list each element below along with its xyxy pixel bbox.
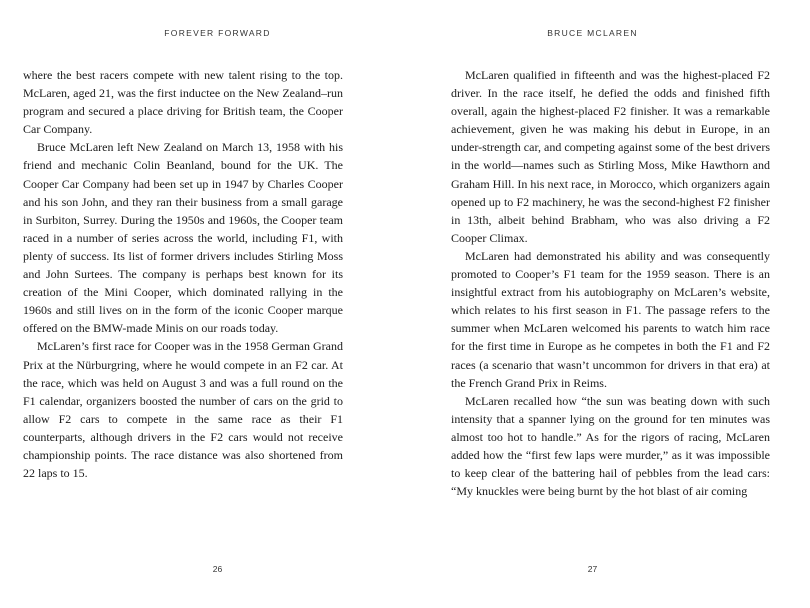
left-body-text <box>23 66 343 482</box>
paragraph: McLaren qualified in fifteenth and was the highest-placed F2 driver. In the race itself, he defied the odds and finished fifth overall, again the highest-placed F2 finisher. It was a remarkable achievement, given he was making his debut in Europe, in an under-strength car, and competing against some of the best drivers in the world—names such as Stirling Moss, Mike Hawthorn and Graham Hill. In his next race, in Morocco, which organizers again opened up to F2 machinery, he was the second-highest F2 finisher in 13th, albeit behind Brabham, who was also driving a F2 Cooper Climax. <box>451 68 770 245</box>
paragraph: McLaren had demonstrated his ability and was consequently promoted to Cooper’s F1 team for the 1959 season. There is an insightful extract from his autobiography on McLaren’s website, which relates to his first season in F1. The passage refers to the summer when McLaren welcomed his parents to watch him race for the first time in Europe as he competes in both the F1 and F2 races (a scenario that wasn’t uncommon for drivers in that era) at the French Grand Prix in Reims. <box>451 248 770 390</box>
running-head-right: BRUCE MCLAREN <box>547 28 638 38</box>
right-page <box>405 0 810 608</box>
page-number-right: 27 <box>587 564 598 574</box>
right-body-text <box>451 66 770 500</box>
running-head-left: FOREVER FORWARD <box>164 28 271 38</box>
page-number-left: 26 <box>212 564 223 574</box>
paragraph: Bruce McLaren left New Zealand on March 13, 1958 with his friend and mechanic Colin Beanland, bound for the UK. The Cooper Car Company had been set up in 1947 by Charles Cooper and his son John, and they ran their business from a small garage in Surbiton, Surrey. During the 1950s and 1960s, the Cooper team raced in a number of series across the world, including F1, with plenty of success. Its list of former drivers includes Stirling Moss and John Surtees. The company is perhaps best known for its creation of the Mini Cooper, which dominated rallying in the 1960s and still lives on in the form of the iconic Cooper marque offered on the BMW-made Minis on our roads today. <box>23 140 343 336</box>
paragraph: where the best racers compete with new talent rising to the top. McLaren, aged 21, was the first inductee on the New Zealand–run program and secured a place driving for British team, the Cooper Car Company. <box>23 68 343 137</box>
paragraph: McLaren recalled how “the sun was beating down with such intensity that a spanner lying on the ground for ten minutes was almost too hot to handle.” As for the rigors of racing, McLaren added how the “first few laps were murder,” as it was impossible to keep clear of the battering hail of pebbles from the lead cars: “My knuckles were being burnt by the hot blast of air coming <box>451 393 770 499</box>
paragraph: McLaren’s first race for Cooper was in the 1958 German Grand Prix at the Nürburgring, where he would compete in an F2 car. At the race, which was held on August 3 and was a full round on the F1 calendar, organizers boosted the number of cars on the grid to allow F2 cars to compete in the same race as their F1 counterparts, although drivers in the F2 cars would not receive championship points. The race distance was also shortened from 22 laps to 15. <box>23 339 343 481</box>
